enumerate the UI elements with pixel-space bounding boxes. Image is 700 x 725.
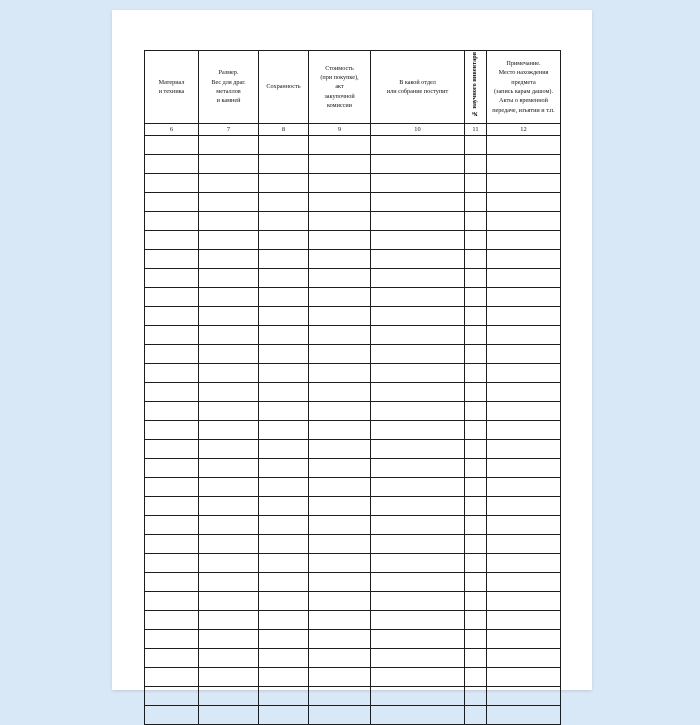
table-row (145, 440, 561, 459)
table-cell (259, 554, 309, 573)
table-cell (309, 573, 371, 592)
table-row (145, 364, 561, 383)
table-row (145, 592, 561, 611)
table-row (145, 383, 561, 402)
table-cell (309, 307, 371, 326)
table-cell (371, 250, 465, 269)
table-cell (145, 383, 199, 402)
table-cell (487, 231, 561, 250)
table-cell (309, 136, 371, 155)
table-cell (465, 155, 487, 174)
table-cell (309, 630, 371, 649)
table-cell (145, 554, 199, 573)
table-cell (465, 649, 487, 668)
table-cell (145, 193, 199, 212)
table-cell (199, 687, 259, 706)
table-row (145, 231, 561, 250)
table-cell (259, 649, 309, 668)
header-line: закупочной (324, 92, 355, 100)
table-cell (371, 649, 465, 668)
table-cell (309, 478, 371, 497)
table-cell (465, 535, 487, 554)
table-cell (487, 706, 561, 725)
table-cell (199, 288, 259, 307)
table-cell (199, 592, 259, 611)
table-row (145, 155, 561, 174)
table-cell (199, 269, 259, 288)
table-cell (465, 326, 487, 345)
table-cell (487, 383, 561, 402)
table-cell (487, 611, 561, 630)
table-cell (199, 364, 259, 383)
header-line: комиссии (326, 101, 352, 109)
table-cell (487, 155, 561, 174)
table-cell (465, 288, 487, 307)
table-cell (259, 326, 309, 345)
table-cell (465, 516, 487, 535)
table-cell (145, 668, 199, 687)
table-cell (259, 345, 309, 364)
table-row (145, 687, 561, 706)
table-row (145, 668, 561, 687)
table-cell (199, 307, 259, 326)
table-cell (199, 630, 259, 649)
header-line: Размер. (218, 69, 239, 77)
header-line: (запись карам дашом). (493, 88, 554, 95)
table-cell (309, 250, 371, 269)
table-cell (487, 497, 561, 516)
table-row (145, 497, 561, 516)
table-cell (145, 687, 199, 706)
table-cell (145, 478, 199, 497)
table-cell (259, 136, 309, 155)
table-cell (259, 269, 309, 288)
table-cell (145, 611, 199, 630)
table-cell (259, 687, 309, 706)
header-line: или собрание поступит (386, 88, 449, 95)
column-header-inventory-number (465, 51, 487, 124)
table-cell (145, 535, 199, 554)
table-cell (199, 611, 259, 630)
column-number: 11 (465, 124, 487, 136)
table-cell (145, 421, 199, 440)
table-cell (199, 345, 259, 364)
table-cell (487, 345, 561, 364)
table-cell (465, 668, 487, 687)
header-line: Материал (158, 78, 185, 86)
table-cell (199, 326, 259, 345)
table-cell (371, 288, 465, 307)
header-line: металлов (216, 88, 241, 95)
table-cell (371, 155, 465, 174)
table-cell (309, 212, 371, 231)
table-cell (487, 535, 561, 554)
register-sheet (144, 50, 560, 658)
table-cell (487, 402, 561, 421)
table-cell (145, 288, 199, 307)
table-row (145, 516, 561, 535)
table-cell (309, 459, 371, 478)
table-cell (199, 136, 259, 155)
table-cell (309, 554, 371, 573)
table-cell (371, 269, 465, 288)
table-cell (487, 364, 561, 383)
table-cell (199, 668, 259, 687)
column-number: 10 (371, 124, 465, 136)
table-cell (259, 459, 309, 478)
table-cell (371, 516, 465, 535)
table-cell (487, 592, 561, 611)
table-cell (199, 440, 259, 459)
table-cell (465, 459, 487, 478)
table-cell (259, 611, 309, 630)
table-cell (259, 364, 309, 383)
table-row (145, 345, 561, 364)
table-cell (371, 136, 465, 155)
table-cell (145, 155, 199, 174)
table-cell (145, 345, 199, 364)
table-cell (465, 212, 487, 231)
table-cell (309, 611, 371, 630)
table-cell (465, 345, 487, 364)
table-cell (199, 554, 259, 573)
table-cell (259, 630, 309, 649)
table-cell (199, 212, 259, 231)
table-cell (145, 440, 199, 459)
table-cell (199, 573, 259, 592)
table-cell (309, 193, 371, 212)
table-cell (145, 269, 199, 288)
table-cell (465, 193, 487, 212)
table-cell (309, 345, 371, 364)
table-cell (487, 630, 561, 649)
table-cell (259, 497, 309, 516)
header-line: Примечание. (506, 60, 541, 68)
table-cell (309, 288, 371, 307)
table-cell (259, 383, 309, 402)
table-cell (199, 706, 259, 725)
table-cell (199, 421, 259, 440)
table-cell (259, 231, 309, 250)
table-cell (371, 497, 465, 516)
column-header-cost (309, 51, 371, 124)
table-cell (309, 535, 371, 554)
table-cell (309, 440, 371, 459)
table-cell (487, 687, 561, 706)
table-row (145, 326, 561, 345)
table-cell (199, 250, 259, 269)
table-cell (199, 193, 259, 212)
table-cell (199, 497, 259, 516)
header-line: № научного (471, 83, 479, 118)
table-row (145, 136, 561, 155)
table-cell (465, 611, 487, 630)
table-cell (259, 535, 309, 554)
column-header-size-weight (199, 51, 259, 124)
table-cell (465, 307, 487, 326)
table-cell (145, 592, 199, 611)
table-cell (487, 136, 561, 155)
register-table (144, 50, 561, 725)
table-cell (309, 516, 371, 535)
table-row (145, 478, 561, 497)
table-cell (371, 535, 465, 554)
table-cell (259, 402, 309, 421)
table-cell (259, 307, 309, 326)
table-cell (309, 174, 371, 193)
table-row (145, 535, 561, 554)
table-cell (199, 535, 259, 554)
table-cell (465, 706, 487, 725)
table-cell (465, 174, 487, 193)
table-cell (145, 250, 199, 269)
table-cell (145, 497, 199, 516)
table-cell (371, 212, 465, 231)
table-cell (259, 440, 309, 459)
table-cell (371, 345, 465, 364)
table-cell (371, 630, 465, 649)
table-cell (309, 383, 371, 402)
table-cell (259, 193, 309, 212)
table-cell (465, 250, 487, 269)
table-cell (465, 136, 487, 155)
table-cell (487, 212, 561, 231)
table-cell (465, 364, 487, 383)
table-cell (371, 554, 465, 573)
header-line: передаче, изъятии и т.п. (492, 106, 555, 114)
header-line: предмета (511, 78, 536, 86)
table-row (145, 269, 561, 288)
table-row (145, 459, 561, 478)
table-cell (309, 592, 371, 611)
table-cell (309, 231, 371, 250)
table-cell (465, 478, 487, 497)
table-cell (487, 288, 561, 307)
header-line: акт (335, 83, 344, 91)
table-cell (465, 231, 487, 250)
table-cell (465, 440, 487, 459)
table-cell (371, 611, 465, 630)
table-cell (371, 573, 465, 592)
table-cell (145, 136, 199, 155)
table-cell (145, 174, 199, 193)
table-cell (309, 155, 371, 174)
table-cell (487, 478, 561, 497)
table-cell (487, 250, 561, 269)
table-cell (487, 326, 561, 345)
table-body (145, 136, 561, 725)
table-cell (465, 402, 487, 421)
table-cell (465, 421, 487, 440)
table-cell (259, 516, 309, 535)
header-line: Акты о временной (499, 97, 548, 105)
table-cell (199, 516, 259, 535)
table-cell (145, 649, 199, 668)
table-cell (465, 592, 487, 611)
table-row (145, 212, 561, 231)
table-cell (309, 649, 371, 668)
table-cell (487, 554, 561, 573)
table-cell (371, 440, 465, 459)
table-cell (487, 269, 561, 288)
table-cell (259, 288, 309, 307)
column-header-department (371, 51, 465, 124)
table-cell (371, 231, 465, 250)
table-row (145, 611, 561, 630)
table-cell (259, 592, 309, 611)
table-cell (465, 497, 487, 516)
table-cell (199, 478, 259, 497)
table-row (145, 573, 561, 592)
paper-page (112, 10, 592, 690)
column-header-preservation (259, 51, 309, 124)
table-cell (487, 307, 561, 326)
table-cell (465, 383, 487, 402)
table-cell (309, 326, 371, 345)
header-line: инвентаря (471, 51, 479, 82)
table-row (145, 193, 561, 212)
header-line: и камней (216, 97, 241, 105)
table-cell (145, 231, 199, 250)
table-header-row (145, 51, 561, 124)
table-cell (145, 364, 199, 383)
table-cell (465, 687, 487, 706)
table-cell (309, 269, 371, 288)
table-cell (465, 554, 487, 573)
table-cell (309, 687, 371, 706)
table-cell (371, 592, 465, 611)
table-row (145, 630, 561, 649)
column-number: 12 (487, 124, 561, 136)
table-cell (371, 687, 465, 706)
table-cell (309, 497, 371, 516)
table-cell (199, 459, 259, 478)
table-cell (371, 364, 465, 383)
table-cell (145, 326, 199, 345)
table-cell (371, 174, 465, 193)
table-cell (371, 383, 465, 402)
table-cell (145, 630, 199, 649)
table-cell (309, 421, 371, 440)
table-cell (465, 573, 487, 592)
table-cell (487, 421, 561, 440)
table-cell (259, 155, 309, 174)
table-cell (145, 459, 199, 478)
column-header-notes (487, 51, 561, 124)
table-cell (259, 250, 309, 269)
table-cell (465, 269, 487, 288)
table-cell (371, 307, 465, 326)
table-row (145, 307, 561, 326)
table-cell (199, 383, 259, 402)
table-cell (371, 459, 465, 478)
table-cell (145, 212, 199, 231)
table-row (145, 554, 561, 573)
table-cell (145, 573, 199, 592)
table-cell (145, 307, 199, 326)
table-cell (487, 649, 561, 668)
header-line: и техника (158, 88, 185, 95)
column-number: 7 (199, 124, 259, 136)
header-line: Сохранность (266, 83, 301, 91)
table-cell (487, 516, 561, 535)
table-cell (371, 478, 465, 497)
table-cell (259, 668, 309, 687)
table-row (145, 174, 561, 193)
table-cell (371, 421, 465, 440)
column-number: 8 (259, 124, 309, 136)
table-cell (199, 402, 259, 421)
table-cell (371, 193, 465, 212)
table-cell (259, 573, 309, 592)
table-cell (371, 706, 465, 725)
table-cell (371, 402, 465, 421)
table-cell (199, 649, 259, 668)
table-row (145, 649, 561, 668)
table-cell (145, 706, 199, 725)
table-cell (145, 402, 199, 421)
table-cell (309, 706, 371, 725)
table-cell (487, 573, 561, 592)
table-cell (487, 174, 561, 193)
table-cell (371, 668, 465, 687)
table-cell (487, 440, 561, 459)
table-cell (259, 174, 309, 193)
table-row (145, 288, 561, 307)
table-row (145, 706, 561, 725)
table-row (145, 402, 561, 421)
table-cell (259, 706, 309, 725)
table-cell (259, 421, 309, 440)
table-cell (259, 478, 309, 497)
column-header-material (145, 51, 199, 124)
table-row (145, 250, 561, 269)
table-cell (309, 668, 371, 687)
column-number: 6 (145, 124, 199, 136)
table-cell (199, 155, 259, 174)
table-cell (309, 364, 371, 383)
header-line: Место нахождения (498, 69, 549, 77)
header-line: (при покупке), (320, 74, 359, 82)
table-cell (487, 193, 561, 212)
table-cell (465, 630, 487, 649)
table-cell (145, 516, 199, 535)
table-cell (487, 459, 561, 478)
column-number: 9 (309, 124, 371, 136)
table-cell (309, 402, 371, 421)
header-line: В какой отдел (399, 78, 436, 86)
table-cell (371, 326, 465, 345)
table-cell (259, 212, 309, 231)
header-line: Стоимость (325, 64, 354, 72)
table-cell (199, 231, 259, 250)
table-row (145, 421, 561, 440)
table-cell (487, 668, 561, 687)
table-column-number-row (145, 124, 561, 136)
header-line: Вес для драг. (211, 78, 246, 86)
table-cell (199, 174, 259, 193)
